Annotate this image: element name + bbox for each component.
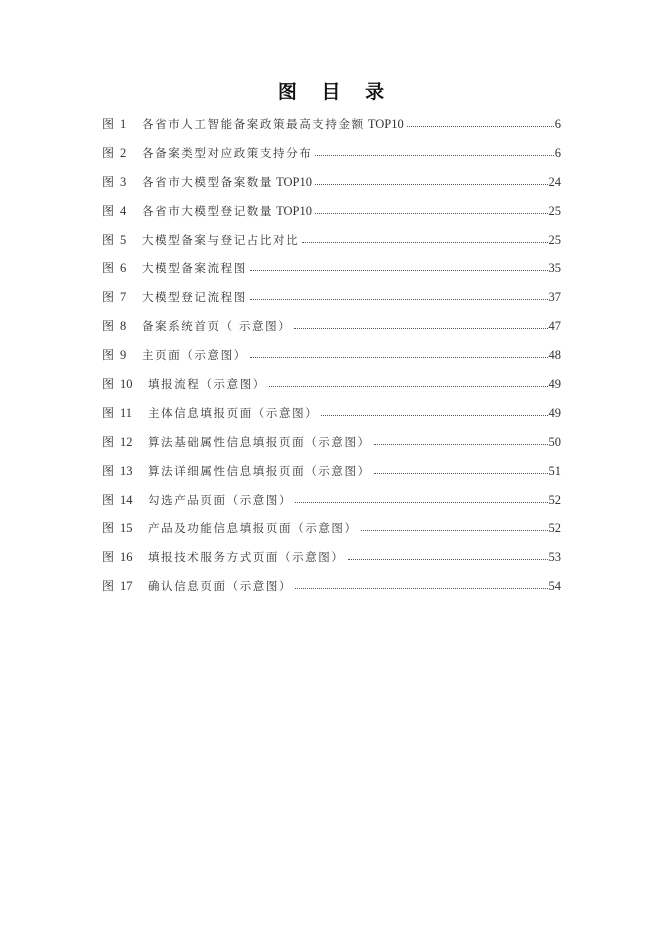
dot-leader bbox=[295, 578, 547, 590]
entry-label: 算法详细属性信息填报页面（示意图） bbox=[148, 463, 371, 478]
entry-label: 备案系统首页（ 示意图） bbox=[142, 319, 292, 334]
page-number: 35 bbox=[548, 261, 561, 276]
fig-word: 图 bbox=[102, 290, 115, 305]
page-number: 6 bbox=[554, 145, 561, 160]
fig-word: 图 bbox=[102, 348, 115, 363]
fig-number: 16 bbox=[120, 550, 133, 565]
dot-leader bbox=[269, 376, 548, 388]
fig-word: 图 bbox=[102, 405, 115, 420]
toc-entry[interactable] bbox=[102, 113, 561, 142]
fig-word: 图 bbox=[102, 579, 115, 594]
page-number: 52 bbox=[548, 521, 561, 536]
page-number: 50 bbox=[548, 434, 561, 449]
entry-label: 产品及功能信息填报页面（示意图） bbox=[148, 521, 358, 536]
fig-number: 13 bbox=[120, 463, 133, 478]
page-number: 53 bbox=[548, 550, 561, 565]
entry-label: 主页面（示意图） bbox=[142, 348, 247, 363]
toc-entry[interactable] bbox=[102, 257, 561, 286]
fig-word: 图 bbox=[102, 319, 115, 334]
dot-leader bbox=[250, 260, 548, 272]
fig-word: 图 bbox=[102, 434, 115, 449]
entry-label: 大模型备案流程图 bbox=[142, 261, 247, 276]
fig-word: 图 bbox=[102, 492, 115, 507]
toc-entry[interactable] bbox=[102, 489, 561, 518]
fig-number: 1 bbox=[120, 117, 127, 131]
page-number: 51 bbox=[548, 463, 561, 478]
page-number: 47 bbox=[548, 319, 561, 334]
fig-word: 图 bbox=[102, 377, 115, 392]
dot-leader bbox=[250, 289, 548, 301]
toc-entry[interactable] bbox=[102, 200, 561, 229]
page-number: 48 bbox=[548, 348, 561, 363]
dot-leader bbox=[374, 434, 548, 446]
fig-number: 4 bbox=[120, 203, 127, 218]
entry-label: 各省市大模型备案数量 TOP10 bbox=[142, 174, 313, 189]
fig-number: 14 bbox=[120, 492, 133, 507]
fig-number: 9 bbox=[120, 348, 127, 363]
page-number: 37 bbox=[548, 290, 561, 305]
fig-word: 图 bbox=[102, 145, 115, 160]
toc-entry[interactable] bbox=[102, 517, 561, 546]
toc-entry[interactable] bbox=[102, 460, 561, 489]
fig-number: 8 bbox=[120, 319, 127, 334]
page-number: 24 bbox=[548, 174, 561, 189]
dot-leader bbox=[315, 145, 553, 157]
entry-label: 勾选产品页面（示意图） bbox=[148, 492, 293, 507]
toc-entry[interactable] bbox=[102, 575, 561, 604]
entry-label: 填报流程（示意图） bbox=[148, 377, 266, 392]
entry-label: 确认信息页面（示意图） bbox=[148, 579, 293, 594]
page-number: 49 bbox=[548, 405, 561, 420]
toc-entry[interactable] bbox=[102, 171, 561, 200]
fig-number: 5 bbox=[120, 232, 127, 247]
entry-label: 填报技术服务方式页面（示意图） bbox=[148, 550, 345, 565]
page-title: 图 目 录 bbox=[277, 81, 394, 103]
page-number: 54 bbox=[548, 579, 561, 594]
page-number: 52 bbox=[548, 492, 561, 507]
entry-label: 各省市人工智能备案政策最高支持金额 TOP10 bbox=[142, 117, 404, 131]
toc-entry[interactable] bbox=[102, 229, 561, 258]
toc-entry[interactable] bbox=[102, 344, 561, 373]
fig-number: 2 bbox=[120, 145, 127, 160]
toc-entry[interactable] bbox=[102, 315, 561, 344]
toc-entry[interactable] bbox=[102, 431, 561, 460]
page-number: 25 bbox=[548, 232, 561, 247]
fig-word: 图 bbox=[102, 463, 115, 478]
dot-leader bbox=[361, 520, 548, 532]
fig-number: 10 bbox=[120, 377, 133, 392]
toc-entry[interactable] bbox=[102, 286, 561, 315]
fig-number: 6 bbox=[120, 261, 127, 276]
fig-word: 图 bbox=[102, 117, 115, 131]
toc-entry[interactable] bbox=[102, 142, 561, 171]
figure-list bbox=[102, 113, 561, 604]
dot-leader bbox=[321, 405, 547, 417]
fig-word: 图 bbox=[102, 550, 115, 565]
dot-leader bbox=[295, 492, 547, 504]
dot-leader bbox=[315, 203, 547, 215]
dot-leader bbox=[315, 174, 547, 186]
fig-number: 11 bbox=[120, 405, 133, 420]
fig-word: 图 bbox=[102, 261, 115, 276]
page-number: 49 bbox=[548, 377, 561, 392]
fig-word: 图 bbox=[102, 521, 115, 536]
fig-number: 3 bbox=[120, 174, 127, 189]
dot-leader bbox=[374, 463, 548, 475]
toc-entry[interactable] bbox=[102, 373, 561, 402]
entry-label: 各备案类型对应政策支持分布 bbox=[142, 145, 313, 160]
dot-leader bbox=[250, 347, 548, 359]
page-number: 6 bbox=[554, 117, 561, 131]
dot-leader bbox=[294, 318, 547, 330]
entry-label: 主体信息填报页面（示意图） bbox=[148, 405, 319, 420]
entry-label: 大模型登记流程图 bbox=[142, 290, 247, 305]
fig-number: 15 bbox=[120, 521, 133, 536]
fig-word: 图 bbox=[102, 203, 115, 218]
fig-number: 17 bbox=[120, 579, 133, 594]
dot-leader bbox=[302, 232, 547, 244]
page-number: 25 bbox=[548, 203, 561, 218]
toc-entry[interactable] bbox=[102, 402, 561, 431]
dot-leader bbox=[407, 116, 554, 128]
toc-entry[interactable] bbox=[102, 546, 561, 575]
fig-number: 7 bbox=[120, 290, 127, 305]
entry-label: 算法基础属性信息填报页面（示意图） bbox=[148, 434, 371, 449]
entry-label: 各省市大模型登记数量 TOP10 bbox=[142, 203, 313, 218]
fig-word: 图 bbox=[102, 174, 115, 189]
fig-number: 12 bbox=[120, 434, 133, 449]
entry-label: 大模型备案与登记占比对比 bbox=[142, 232, 300, 247]
fig-word: 图 bbox=[102, 232, 115, 247]
dot-leader bbox=[348, 549, 548, 561]
